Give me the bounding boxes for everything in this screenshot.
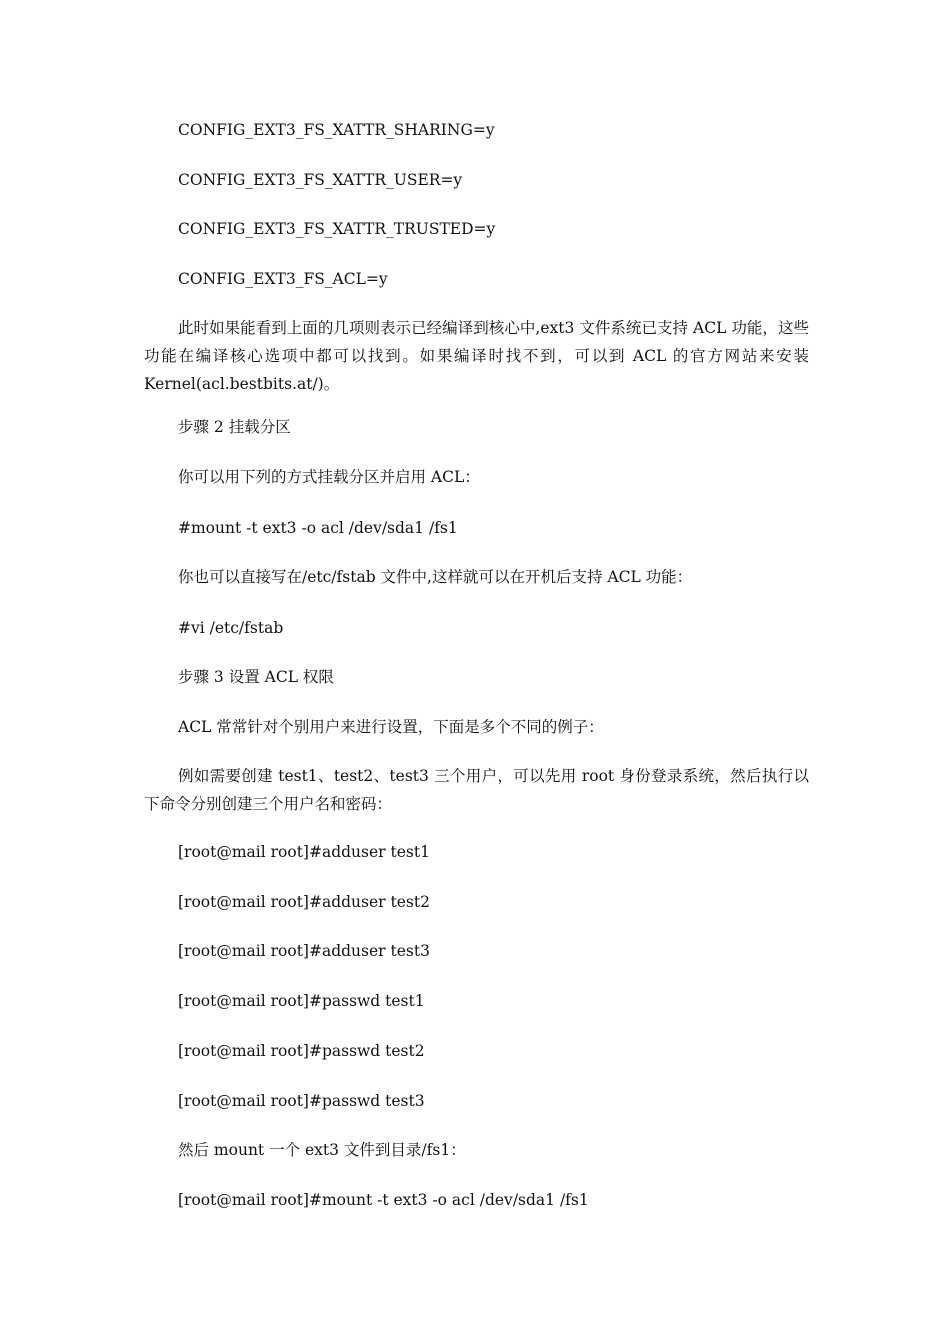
config-line-xattr-user: CONFIG_EXT3_FS_XATTR_USER=y	[178, 171, 463, 189]
paragraph-acl-support: 此时如果能看到上面的几项则表示已经编译到核心中,ext3 文件系统已支持 ACL 功能，这些功能在编译核心选项中都可以找到。如果编译时找不到，可以到 ACL 的官方网站来安装 Kernel(acl.bestbits.at/)。	[144, 319, 809, 393]
paragraph-fstab: 你也可以直接写在/etc/fstab 文件中,这样就可以在开机后支持 ACL 功能：	[178, 568, 693, 586]
paragraph-mount-intro: 你可以用下列的方式挂载分区并启用 ACL：	[178, 468, 480, 486]
command-adduser-test2: [root@mail root]#adduser test2	[178, 893, 430, 911]
step-3-heading: 步骤 3 设置 ACL 权限	[178, 668, 334, 686]
command-vi-fstab: #vi /etc/fstab	[178, 619, 284, 637]
command-passwd-test2: [root@mail root]#passwd test2	[178, 1042, 425, 1060]
paragraph-acl-users: ACL 常常针对个别用户来进行设置，下面是多个不同的例子：	[178, 718, 604, 736]
config-line-fs-acl: CONFIG_EXT3_FS_ACL=y	[178, 270, 388, 288]
config-line-xattr-sharing: CONFIG_EXT3_FS_XATTR_SHARING=y	[178, 121, 495, 139]
command-adduser-test1: [root@mail root]#adduser test1	[178, 843, 430, 861]
command-passwd-test3: [root@mail root]#passwd test3	[178, 1092, 425, 1110]
paragraph-create-users: 例如需要创建 test1、test2、test3 三个用户，可以先用 root 身份登录系统，然后执行以下命令分别创建三个用户名和密码：	[144, 767, 809, 813]
paragraph-mount-ext3: 然后 mount 一个 ext3 文件到目录/fs1：	[178, 1141, 466, 1159]
command-mount: #mount -t ext3 -o acl /dev/sda1 /fs1	[178, 519, 458, 537]
command-passwd-test1: [root@mail root]#passwd test1	[178, 992, 425, 1010]
command-mount-fs1: [root@mail root]#mount -t ext3 -o acl /dev/sda1 /fs1	[178, 1191, 589, 1209]
step-2-heading: 步骤 2 挂载分区	[178, 418, 291, 436]
config-line-xattr-trusted: CONFIG_EXT3_FS_XATTR_TRUSTED=y	[178, 220, 496, 238]
command-adduser-test3: [root@mail root]#adduser test3	[178, 942, 430, 960]
